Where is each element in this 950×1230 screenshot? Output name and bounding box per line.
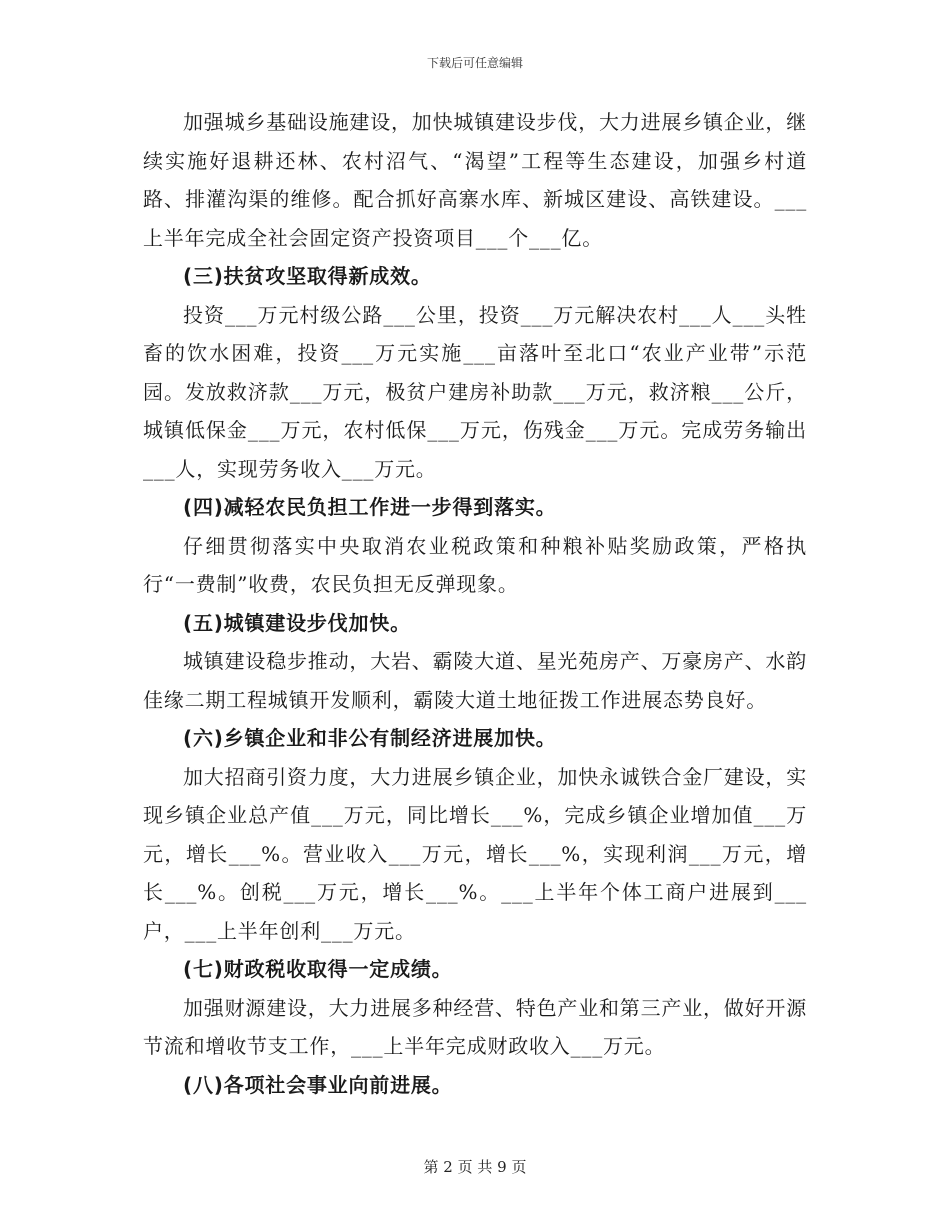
section-heading-enterprises: (六)乡镇企业和非公有制经济进展加快。 (183, 726, 557, 750)
document-body (143, 103, 807, 1104)
paragraph-urban-construction: 城镇建设稳步推动，大岩、霸陵大道、星光苑房产、万豪房产、水韵佳缘二期工程城镇开发顺利，霸陵大道土地征拨工作进展态势良好。 (143, 649, 807, 712)
paragraph-poverty: 投资___万元村级公路___公里，投资___万元解决农村___人___头牲畜的饮水困难，投资___万元实施___亩落叶至北口“农业产业带”示范园。发放救济款___万元，极贫户建房补助款___万元，救济粮___公斤，城镇低保金___万元，农村低保___万元，伤残金___万元。完成劳务输出___人，实现劳务收入___万元。 (143, 302, 807, 481)
section-heading-fiscal: (七)财政税收取得一定成绩。 (183, 957, 453, 981)
page-header-note: 下载后可任意编辑 (426, 56, 523, 70)
section-heading-social: (八)各项社会事业向前进展。 (183, 1072, 453, 1097)
section-heading-farmer-burden: (四)减轻农民负担工作进一步得到落实。 (183, 495, 557, 519)
page-number: 第 2 页 共 9 页 (423, 1158, 527, 1176)
paragraph-enterprises: 加大招商引资力度，大力进展乡镇企业，加快永诚铁合金厂建设，实现乡镇企业总产值___万元，同比增长___%，完成乡镇企业增加值___万元，增长___%。营业收入___万元，增长___%，实现利润___万元，增长___%。创税___万元，增长___%。___上半年个体工商户进展到___户，___上半年创利___万元。 (143, 764, 807, 943)
section-heading-urban-construction: (五)城镇建设步伐加快。 (183, 610, 411, 635)
paragraph-infrastructure: 加强城乡基础设施建设，加快城镇建设步伐，大力进展乡镇企业，继续实施好退耕还林、农村沼气、“渴望”工程等生态建设，加强乡村道路、排灌沟渠的维修。配合抓好高寨水库、新城区建设、高铁建设。___上半年完成全社会固定资产投资项目___个___亿。 (143, 110, 807, 250)
paragraph-fiscal: 加强财源建设，大力进展多种经营、特色产业和第三产业，做好开源节流和增收节支工作，___上半年完成财政收入___万元。 (143, 995, 807, 1058)
paragraph-farmer-burden: 仔细贯彻落实中央取消农业税政策和种粮补贴奖励政策，严格执行“一费制”收费，农民负担无反弹现象。 (143, 533, 807, 596)
section-heading-poverty: (三)扶贫攻坚取得新成效。 (183, 264, 432, 288)
